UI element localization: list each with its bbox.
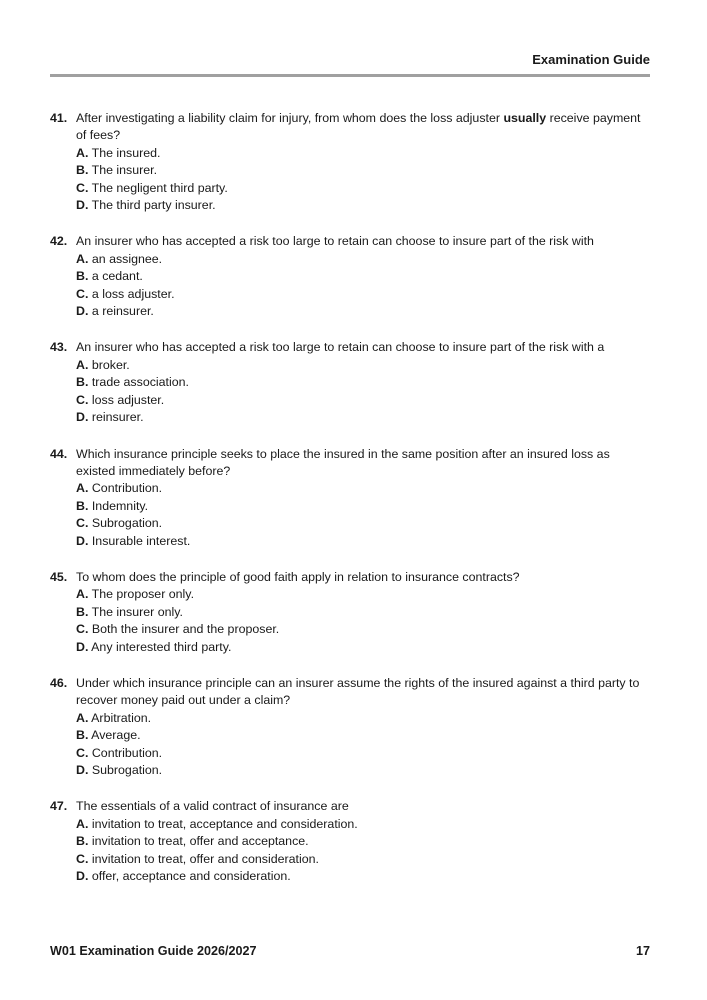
option-text: invitation to treat, acceptance and consideration.: [91, 816, 358, 831]
question-stem: [76, 798, 650, 815]
option-c: [76, 180, 650, 197]
option-c: [76, 392, 650, 409]
stem-text: An insurer who has accepted a risk too large to retain can choose to insure part of the risk with: [76, 234, 594, 249]
option-b: [76, 833, 650, 850]
option-d: [76, 197, 650, 214]
option-letter: B.: [76, 498, 89, 513]
option-c: [76, 621, 650, 638]
question-number: 46.: [50, 675, 68, 690]
option-b: [76, 162, 650, 179]
option-b: [76, 374, 650, 391]
option-a: [76, 251, 650, 268]
option-text: Average.: [91, 728, 141, 743]
option-letter: C.: [76, 851, 89, 866]
option-letter: A.: [76, 710, 89, 725]
option-d: [76, 639, 650, 656]
option-text: invitation to treat, offer and acceptance.: [91, 834, 309, 849]
option-b: [76, 604, 650, 621]
question-44: [50, 446, 650, 550]
question-stem: [76, 110, 650, 145]
option-text: a cedant.: [91, 269, 143, 284]
option-c: [76, 515, 650, 532]
question-number: 42.: [50, 234, 68, 249]
option-d: [76, 762, 650, 779]
option-letter: C.: [76, 516, 89, 531]
option-letter: C.: [76, 180, 89, 195]
option-letter: B.: [76, 163, 89, 178]
page-number: 17: [635, 944, 650, 958]
stem-text: Under which insurance principle can an insurer assume the rights of the insured against a third party to recover money paid out under a claim?: [76, 675, 640, 708]
option-letter: B.: [76, 604, 89, 619]
option-text: Contribution.: [91, 745, 163, 760]
header-title: Examination Guide: [532, 52, 650, 67]
option-letter: A.: [76, 251, 89, 266]
question-stem: [76, 446, 650, 481]
stem-text: To whom does the principle of good faith apply in relation to insurance contracts?: [76, 569, 520, 584]
option-letter: A.: [76, 816, 89, 831]
option-text: loss adjuster.: [91, 392, 165, 407]
option-b: [76, 727, 650, 744]
option-b: [76, 498, 650, 515]
option-letter: D.: [76, 639, 89, 654]
question-47: [50, 798, 650, 885]
option-text: Any interested third party.: [91, 639, 232, 654]
option-d: [76, 409, 650, 426]
option-letter: C.: [76, 392, 89, 407]
option-c: [76, 745, 650, 762]
option-letter: B.: [76, 269, 89, 284]
option-text: Indemnity.: [91, 498, 149, 513]
stem-emphasis: usually: [503, 111, 547, 125]
question-stem: [76, 569, 650, 586]
question-number: 45.: [50, 569, 68, 584]
question-number: 41.: [50, 111, 68, 125]
question-stem: [76, 339, 650, 356]
option-letter: D.: [76, 304, 89, 319]
option-letter: C.: [76, 286, 89, 301]
stem-text: Which insurance principle seeks to place the insured in the same position after an insured loss as existed immediately before?: [76, 446, 610, 478]
option-a: [76, 480, 650, 497]
footer-title: W01 Examination Guide 2026/2027: [50, 944, 257, 958]
option-letter: A.: [76, 357, 89, 372]
stem-text-end: receive payment of fees?: [76, 111, 641, 143]
option-text: The negligent third party.: [91, 180, 228, 195]
question-list: [50, 110, 650, 904]
option-text: Arbitration.: [91, 710, 152, 725]
question-number: 44.: [50, 446, 68, 461]
option-text: an assignee.: [91, 251, 163, 266]
stem-text: After investigating a liability claim for injury, from whom does the loss adjuster: [76, 111, 504, 125]
option-a: [76, 586, 650, 603]
question-45: [50, 569, 650, 656]
option-letter: B.: [76, 834, 89, 849]
option-letter: A.: [76, 587, 89, 602]
question-43: [50, 339, 650, 426]
option-text: trade association.: [91, 375, 189, 390]
option-a: [76, 357, 650, 374]
option-letter: D.: [76, 198, 89, 213]
option-text: The third party insurer.: [91, 198, 216, 213]
option-text: a loss adjuster.: [91, 286, 175, 301]
option-text: Insurable interest.: [91, 533, 191, 548]
option-c: [76, 286, 650, 303]
stem-text: An insurer who has accepted a risk too large to retain can choose to insure part of the risk with a: [76, 340, 605, 355]
option-text: Subrogation.: [91, 516, 163, 531]
option-letter: C.: [76, 745, 89, 760]
option-letter: A.: [76, 481, 89, 496]
option-b: [76, 268, 650, 285]
option-d: [76, 533, 650, 550]
option-letter: A.: [76, 145, 89, 160]
option-text: reinsurer.: [91, 410, 144, 425]
stem-text: The essentials of a valid contract of insurance are: [76, 799, 349, 814]
option-text: Both the insurer and the proposer.: [91, 622, 280, 637]
option-text: The proposer only.: [91, 587, 195, 602]
option-text: a reinsurer.: [91, 304, 154, 319]
option-letter: D.: [76, 533, 89, 548]
option-text: Subrogation.: [91, 763, 163, 777]
question-46: [50, 675, 650, 779]
option-letter: B.: [76, 728, 89, 743]
option-d: [76, 868, 650, 885]
question-number: 43.: [50, 340, 68, 355]
option-text: offer, acceptance and consideration.: [91, 869, 291, 884]
header-rule: [50, 74, 650, 77]
option-a: [76, 816, 650, 833]
option-c: [76, 851, 650, 868]
question-42: [50, 233, 650, 320]
option-text: Contribution.: [91, 481, 163, 496]
option-text: invitation to treat, offer and consideration.: [91, 851, 319, 866]
option-text: broker.: [91, 357, 130, 372]
option-d: [76, 303, 650, 320]
option-text: The insurer only.: [91, 604, 183, 619]
option-text: The insurer.: [91, 163, 158, 178]
option-letter: C.: [76, 622, 89, 637]
option-text: The insured.: [91, 145, 161, 160]
question-stem: [76, 675, 650, 710]
option-letter: D.: [76, 869, 89, 884]
option-letter: D.: [76, 410, 89, 425]
option-a: [76, 710, 650, 727]
option-letter: B.: [76, 375, 89, 390]
question-stem: [76, 233, 650, 250]
option-letter: D.: [76, 763, 89, 777]
question-41: [50, 110, 650, 214]
question-number: 47.: [50, 799, 68, 814]
option-a: [76, 145, 650, 162]
